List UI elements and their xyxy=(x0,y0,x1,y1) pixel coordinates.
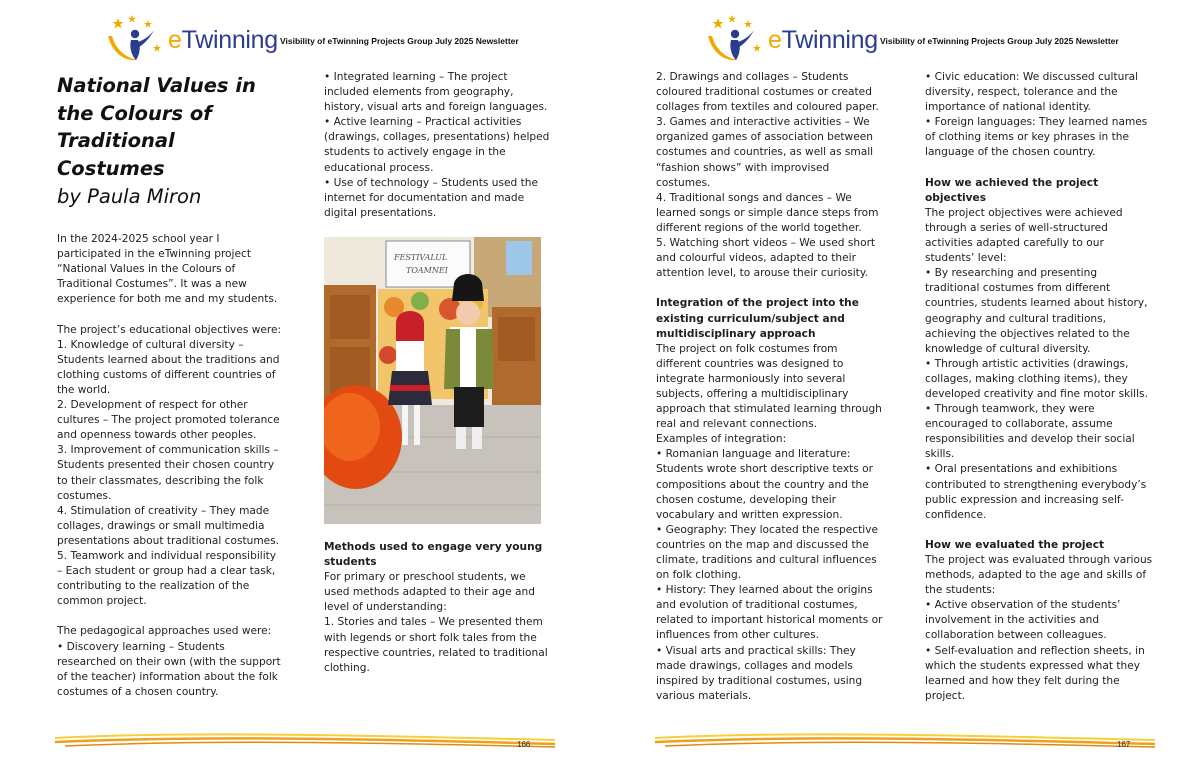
text-line: costumes. xyxy=(57,489,112,502)
text-line: 2. Development of respect for other xyxy=(57,399,248,412)
text-line: the world. xyxy=(57,383,111,396)
text-line: public expression and increasing self- xyxy=(925,493,1124,506)
logo-wordmark xyxy=(168,26,278,55)
text-line: made drawings, collages and models xyxy=(656,659,853,672)
text-line: activities adapted carefully to our xyxy=(925,237,1104,250)
text-line: 5. Teamwork and individual responsibility xyxy=(57,549,277,562)
text-line: costumes of a chosen country. xyxy=(57,685,219,698)
newsletter-page-right xyxy=(600,0,1200,776)
text-line: participated in the eTwinning project xyxy=(57,248,251,261)
etwinning-logo xyxy=(104,14,279,66)
etwinning-logo xyxy=(704,14,879,66)
text-line: with legends or short folk tales from the xyxy=(324,631,537,644)
text-line: history, visual arts and foreign languages. xyxy=(324,101,548,114)
text-line: used methods adapted to their age and xyxy=(324,586,535,599)
text-line: • History: They learned about the origins xyxy=(656,584,873,597)
students-costume-photo xyxy=(324,237,541,524)
page-header xyxy=(704,14,1144,66)
text-line: collages from textiles and coloured paper. xyxy=(656,101,879,114)
text-line: skills. xyxy=(925,448,955,461)
text-line: of clothing items or key phrases in the xyxy=(925,131,1130,144)
text-line: achieving the objectives related to the xyxy=(925,327,1130,340)
text-line: attention level, to arouse their curiosity. xyxy=(656,267,868,280)
text-line: different countries was designed to xyxy=(656,357,844,370)
text-line: The project on folk costumes from xyxy=(656,342,838,355)
text-line: related to important historical moments or xyxy=(656,614,883,627)
text-line xyxy=(57,307,302,322)
page-number: 166 xyxy=(517,740,531,749)
text-line: learned songs or simple dance steps from xyxy=(656,206,879,219)
text-line: 5. Watching short videos – We used short xyxy=(656,237,876,250)
logo-wordmark-prefix: e xyxy=(168,26,182,54)
newsletter-title: Visibility of eTwinning Projects Group July 2025 Newsletter xyxy=(880,36,1119,46)
text-line: collaboration between colleagues. xyxy=(925,629,1107,642)
left-column-2 xyxy=(324,70,569,221)
text-line: “fashion shows” with improvised xyxy=(656,161,830,174)
photo-illustration xyxy=(324,237,541,524)
text-line: and evolution of traditional costumes, xyxy=(656,599,858,612)
newsletter-title: Visibility of eTwinning Projects Group July 2025 Newsletter xyxy=(280,36,519,46)
logo-wordmark xyxy=(768,26,878,55)
methods-text xyxy=(324,570,569,676)
text-line: clothing. xyxy=(324,661,370,674)
text-line: educational process. xyxy=(324,161,434,174)
article-title-line: Traditional xyxy=(57,129,175,152)
text-line: Students learned about the traditions and xyxy=(57,353,280,366)
text-line: students to actively engage in the xyxy=(324,146,506,159)
article-title-line: Costumes xyxy=(57,156,165,180)
text-line: language of the chosen country. xyxy=(925,146,1096,159)
text-line: 4. Traditional songs and dances – We xyxy=(656,191,852,204)
photo-sign-line-1: FESTIVALUL xyxy=(394,253,448,262)
section-heading: Integration of the project into the xyxy=(656,297,859,310)
logo-wordmark-main: Twinning xyxy=(781,26,878,54)
text-line: importance of national identity. xyxy=(925,101,1092,114)
article-byline: by Paula Miron xyxy=(57,185,202,208)
section-heading: How we achieved the project xyxy=(925,176,1099,189)
text-line: the students: xyxy=(925,584,996,597)
text-line: • Discovery learning – Students xyxy=(57,640,225,653)
text-line: Students wrote short descriptive texts or xyxy=(656,463,873,476)
footer-swoosh-decoration xyxy=(55,728,555,754)
text-line: The project objectives were achieved xyxy=(925,206,1123,219)
text-line: • Integrated learning – The project xyxy=(324,71,508,83)
text-line: and colourful videos, adapted to their xyxy=(656,252,856,265)
text-line: methods, adapted to the age and skills of xyxy=(925,569,1147,582)
article-title-line: National Values in xyxy=(57,74,256,97)
text-line: inspired by traditional costumes, using xyxy=(656,674,863,687)
text-line: chosen costume, developing their xyxy=(656,493,837,506)
text-line xyxy=(57,609,302,624)
text-line: involvement in the activities and xyxy=(925,614,1100,627)
page-header xyxy=(104,14,544,66)
civic-languages-text xyxy=(925,70,1175,161)
text-line: countries on the map and discussed the xyxy=(656,538,869,551)
text-line: cultures – The project promoted tolerance xyxy=(57,414,280,427)
text-line: experience for both me and my students. xyxy=(57,293,278,306)
text-line: The project was evaluated through various xyxy=(925,554,1153,566)
text-line: learned and how they felt during the xyxy=(925,674,1120,687)
text-line: through a series of well-structured xyxy=(925,221,1108,234)
text-line: on folk clothing. xyxy=(656,569,742,582)
text-line: “National Values in the Colours of xyxy=(57,263,236,276)
page-number: 167 xyxy=(1117,740,1131,749)
etwinning-stars-icon xyxy=(104,14,166,66)
text-line: responsibilities and develop their social xyxy=(925,433,1135,446)
text-line: which the students expressed what they xyxy=(925,659,1141,672)
text-line: vocabulary and written expression. xyxy=(656,508,843,521)
text-line: contributing to the realization of the xyxy=(57,580,250,593)
approaches-text xyxy=(324,70,569,221)
text-line: knowledge of cultural diversity. xyxy=(925,342,1091,355)
section-heading: How we evaluated the project xyxy=(925,538,1105,551)
text-line: In the 2024-2025 school year I xyxy=(57,233,220,245)
text-line: confidence. xyxy=(925,508,987,521)
text-line: (drawings, collages, presentations) helped xyxy=(324,131,550,144)
text-line: coloured traditional costumes or created xyxy=(656,86,872,99)
integration-text xyxy=(656,342,901,704)
text-line: costumes and countries, as well as small xyxy=(656,146,874,159)
right-column-2 xyxy=(925,70,1175,704)
text-line: costumes. xyxy=(656,176,711,189)
text-line: • Visual arts and practical skills: They xyxy=(656,644,856,657)
logo-wordmark-prefix: e xyxy=(768,26,782,54)
text-line: collages, making clothing items), they xyxy=(925,372,1128,385)
section-heading: students xyxy=(324,556,377,569)
text-line: The pedagogical approaches used were: xyxy=(57,625,272,638)
text-line: • Active learning – Practical activities xyxy=(324,116,522,129)
text-line: Students presented their chosen country xyxy=(57,459,275,472)
text-line: • Geography: They located the respective xyxy=(656,523,878,536)
text-line: various materials. xyxy=(656,689,752,702)
left-column-2-bottom xyxy=(324,540,569,676)
logo-wordmark-main: Twinning xyxy=(181,26,278,54)
text-line: and openness towards other peoples. xyxy=(57,429,257,442)
text-line: 3. Games and interactive activities – We xyxy=(656,116,870,129)
text-line: different regions of the world together. xyxy=(656,221,862,234)
article-title-line: the Colours of xyxy=(57,101,212,125)
text-line: • By researching and presenting xyxy=(925,267,1098,280)
text-line: digital presentations. xyxy=(324,206,437,219)
text-line: approach that stimulated learning through xyxy=(656,403,882,416)
text-line: level of understanding: xyxy=(324,601,447,614)
text-line: project. xyxy=(925,689,966,702)
text-line: • Active observation of the students’ xyxy=(925,599,1121,612)
text-line: 3. Improvement of communication skills – xyxy=(57,444,279,457)
right-column-1 xyxy=(656,70,901,704)
text-line: 2. Drawings and collages – Students xyxy=(656,71,849,83)
text-line: organized games of association between xyxy=(656,131,873,144)
text-line: common project. xyxy=(57,595,147,608)
text-line: • Use of technology – Students used the xyxy=(324,176,539,189)
text-line: students’ level: xyxy=(925,252,1007,265)
text-line: developed creativity and fine motor skills. xyxy=(925,387,1148,400)
text-line: presentations about traditional costumes. xyxy=(57,534,280,547)
text-line: • Self-evaluation and reflection sheets, in xyxy=(925,644,1145,657)
achieved-text xyxy=(925,206,1175,523)
text-line: Traditional Costumes”. It was a new xyxy=(57,278,247,291)
text-line: 4. Stimulation of creativity – They made xyxy=(57,504,270,517)
text-line: climate, traditions and cultural influences xyxy=(656,554,877,566)
text-line: subjects, offering a multidisciplinary xyxy=(656,387,849,400)
evaluated-text xyxy=(925,553,1175,704)
section-heading: objectives xyxy=(925,191,987,204)
text-line: influences from other cultures. xyxy=(656,629,819,642)
text-line: 1. Stories and tales – We presented them xyxy=(324,616,543,629)
text-line: encouraged to collaborate, assume xyxy=(925,418,1113,431)
text-line: clothing customs of different countries of xyxy=(57,368,276,381)
etwinning-stars-icon xyxy=(704,14,766,66)
text-line: For primary or preschool students, we xyxy=(324,571,526,584)
photo-sign-line-2: TOAMNEI xyxy=(406,266,448,275)
text-line: traditional costumes from different xyxy=(925,282,1111,295)
text-line: contributed to strengthening everybody’s xyxy=(925,478,1147,491)
section-heading: existing curriculum/subject and xyxy=(656,312,845,325)
article-title xyxy=(57,72,302,182)
text-line: • Romanian language and literature: xyxy=(656,448,851,461)
text-line: • Through artistic activities (drawings, xyxy=(925,357,1129,370)
text-line: of the teacher) information about the folk xyxy=(57,670,278,683)
text-line: countries, students learned about history, xyxy=(925,297,1148,310)
text-line: diversity, respect, tolerance and the xyxy=(925,86,1118,99)
text-line: • Foreign languages: They learned names xyxy=(925,116,1148,129)
text-line: integrate harmoniously into several xyxy=(656,372,846,385)
text-line: internet for documentation and made xyxy=(324,191,525,204)
text-line: The project’s educational objectives were: xyxy=(57,323,282,336)
text-line: included elements from geography, xyxy=(324,86,514,99)
text-line: • Civic education: We discussed cultural xyxy=(925,71,1139,83)
text-line: researched on their own (with the support xyxy=(57,655,281,668)
text-line: geography and cultural traditions, xyxy=(925,312,1107,325)
left-column-1 xyxy=(57,72,302,700)
text-line: to their classmates, describing the folk xyxy=(57,474,264,487)
text-line: Examples of integration: xyxy=(656,433,787,446)
footer-swoosh-decoration xyxy=(655,728,1155,754)
intro-text xyxy=(57,232,302,700)
methods-continued-text xyxy=(656,70,901,281)
section-heading: multidisciplinary approach xyxy=(656,327,816,340)
text-line: • Oral presentations and exhibitions xyxy=(925,463,1118,476)
text-line: collages, drawings or small multimedia xyxy=(57,519,265,532)
text-line: 1. Knowledge of cultural diversity – xyxy=(57,338,244,351)
text-line: respective countries, related to traditional xyxy=(324,646,548,659)
text-line: compositions about the country and the xyxy=(656,478,869,491)
text-line: – Each student or group had a clear task, xyxy=(57,565,276,578)
section-heading: Methods used to engage very young xyxy=(324,541,543,553)
text-line: real and relevant connections. xyxy=(656,418,818,431)
text-line: • Through teamwork, they were xyxy=(925,403,1095,416)
